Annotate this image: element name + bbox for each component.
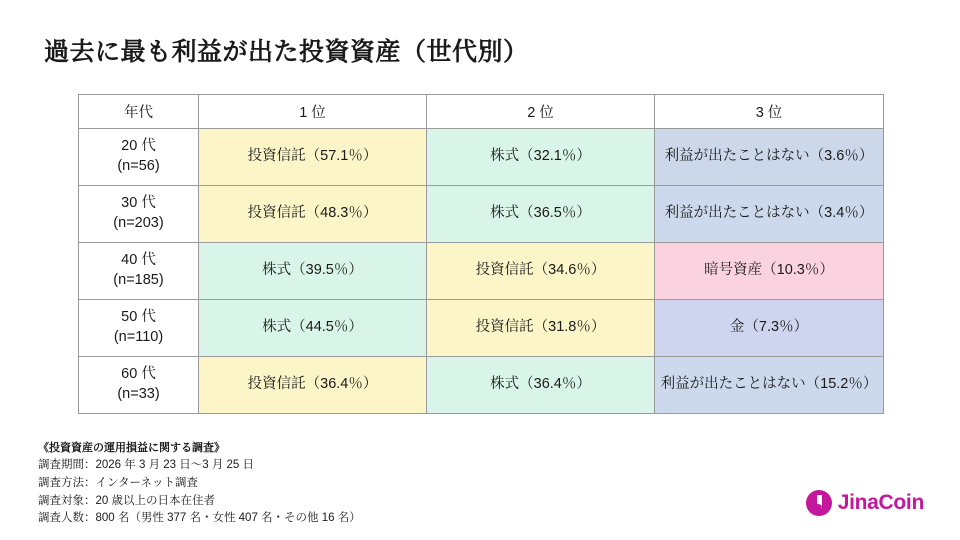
brand-logo [806,490,924,516]
age-sample-size: (n=203) [113,215,164,231]
survey-table-container [78,94,883,414]
cell-age [79,186,199,243]
notes-sample: 調査人数：800 名（男性 377 名・女性 407 名・その他 16 名） [38,512,361,525]
cell-rank2: 投資信託（34.6％） [427,243,655,300]
column-header-rank3: 3 位 [655,95,884,129]
survey-table [78,94,884,414]
table-row [79,186,884,243]
table-row [79,300,884,357]
survey-notes [38,440,361,528]
age-label: 50 代 [121,309,156,326]
cell-rank3: 金（7.3％） [655,300,884,357]
cell-age [79,129,199,186]
age-label: 30 代 [121,195,156,212]
column-header-age: 年代 [79,95,199,129]
cell-rank3: 利益が出たことはない（15.2％） [655,357,884,414]
cell-rank3: 利益が出たことはない（3.4％） [655,186,884,243]
notes-method: 調査方法：インターネット調査 [38,476,198,489]
table-body [79,129,884,414]
notes-period: 調査期間：2026 年 3 月 23 日〜3 月 25 日 [38,459,255,472]
table-row [79,243,884,300]
page-title: 過去に最も利益が出た投資資産（世代別） [44,38,529,66]
cell-rank1: 株式（39.5％） [199,243,427,300]
cell-rank1: 投資信託（48.3％） [199,186,427,243]
cell-rank1: 投資信託（36.4％） [199,357,427,414]
j-circle-icon [806,490,832,516]
notes-heading: 《投資資産の運用損益に関する調査》 [38,442,225,454]
cell-rank2: 株式（32.1％） [427,129,655,186]
cell-rank1: 投資信託（57.1％） [199,129,427,186]
table-row [79,357,884,414]
notes-target: 調査対象：20 歳以上の日本在住者 [38,494,215,507]
age-label: 60 代 [121,366,156,383]
cell-rank1: 株式（44.5％） [199,300,427,357]
age-label: 20 代 [121,138,156,155]
cell-age [79,357,199,414]
cell-age [79,243,199,300]
age-label: 40 代 [121,252,156,269]
cell-age [79,300,199,357]
age-sample-size: (n=33) [117,386,160,402]
age-sample-size: (n=110) [113,329,164,345]
table-row [79,129,884,186]
age-sample-size: (n=185) [113,272,164,288]
cell-rank2: 株式（36.4％） [427,357,655,414]
column-header-rank2: 2 位 [427,95,655,129]
table-header [79,95,884,129]
cell-rank3: 利益が出たことはない（3.6％） [655,129,884,186]
cell-rank2: 株式（36.5％） [427,186,655,243]
cell-rank2: 投資信託（31.8％） [427,300,655,357]
column-header-rank1: 1 位 [199,95,427,129]
age-sample-size: (n=56) [117,158,160,174]
table-header-row [79,95,884,129]
brand-name: JinaCoin [837,491,924,514]
cell-rank3: 暗号資産（10.3％） [655,243,884,300]
